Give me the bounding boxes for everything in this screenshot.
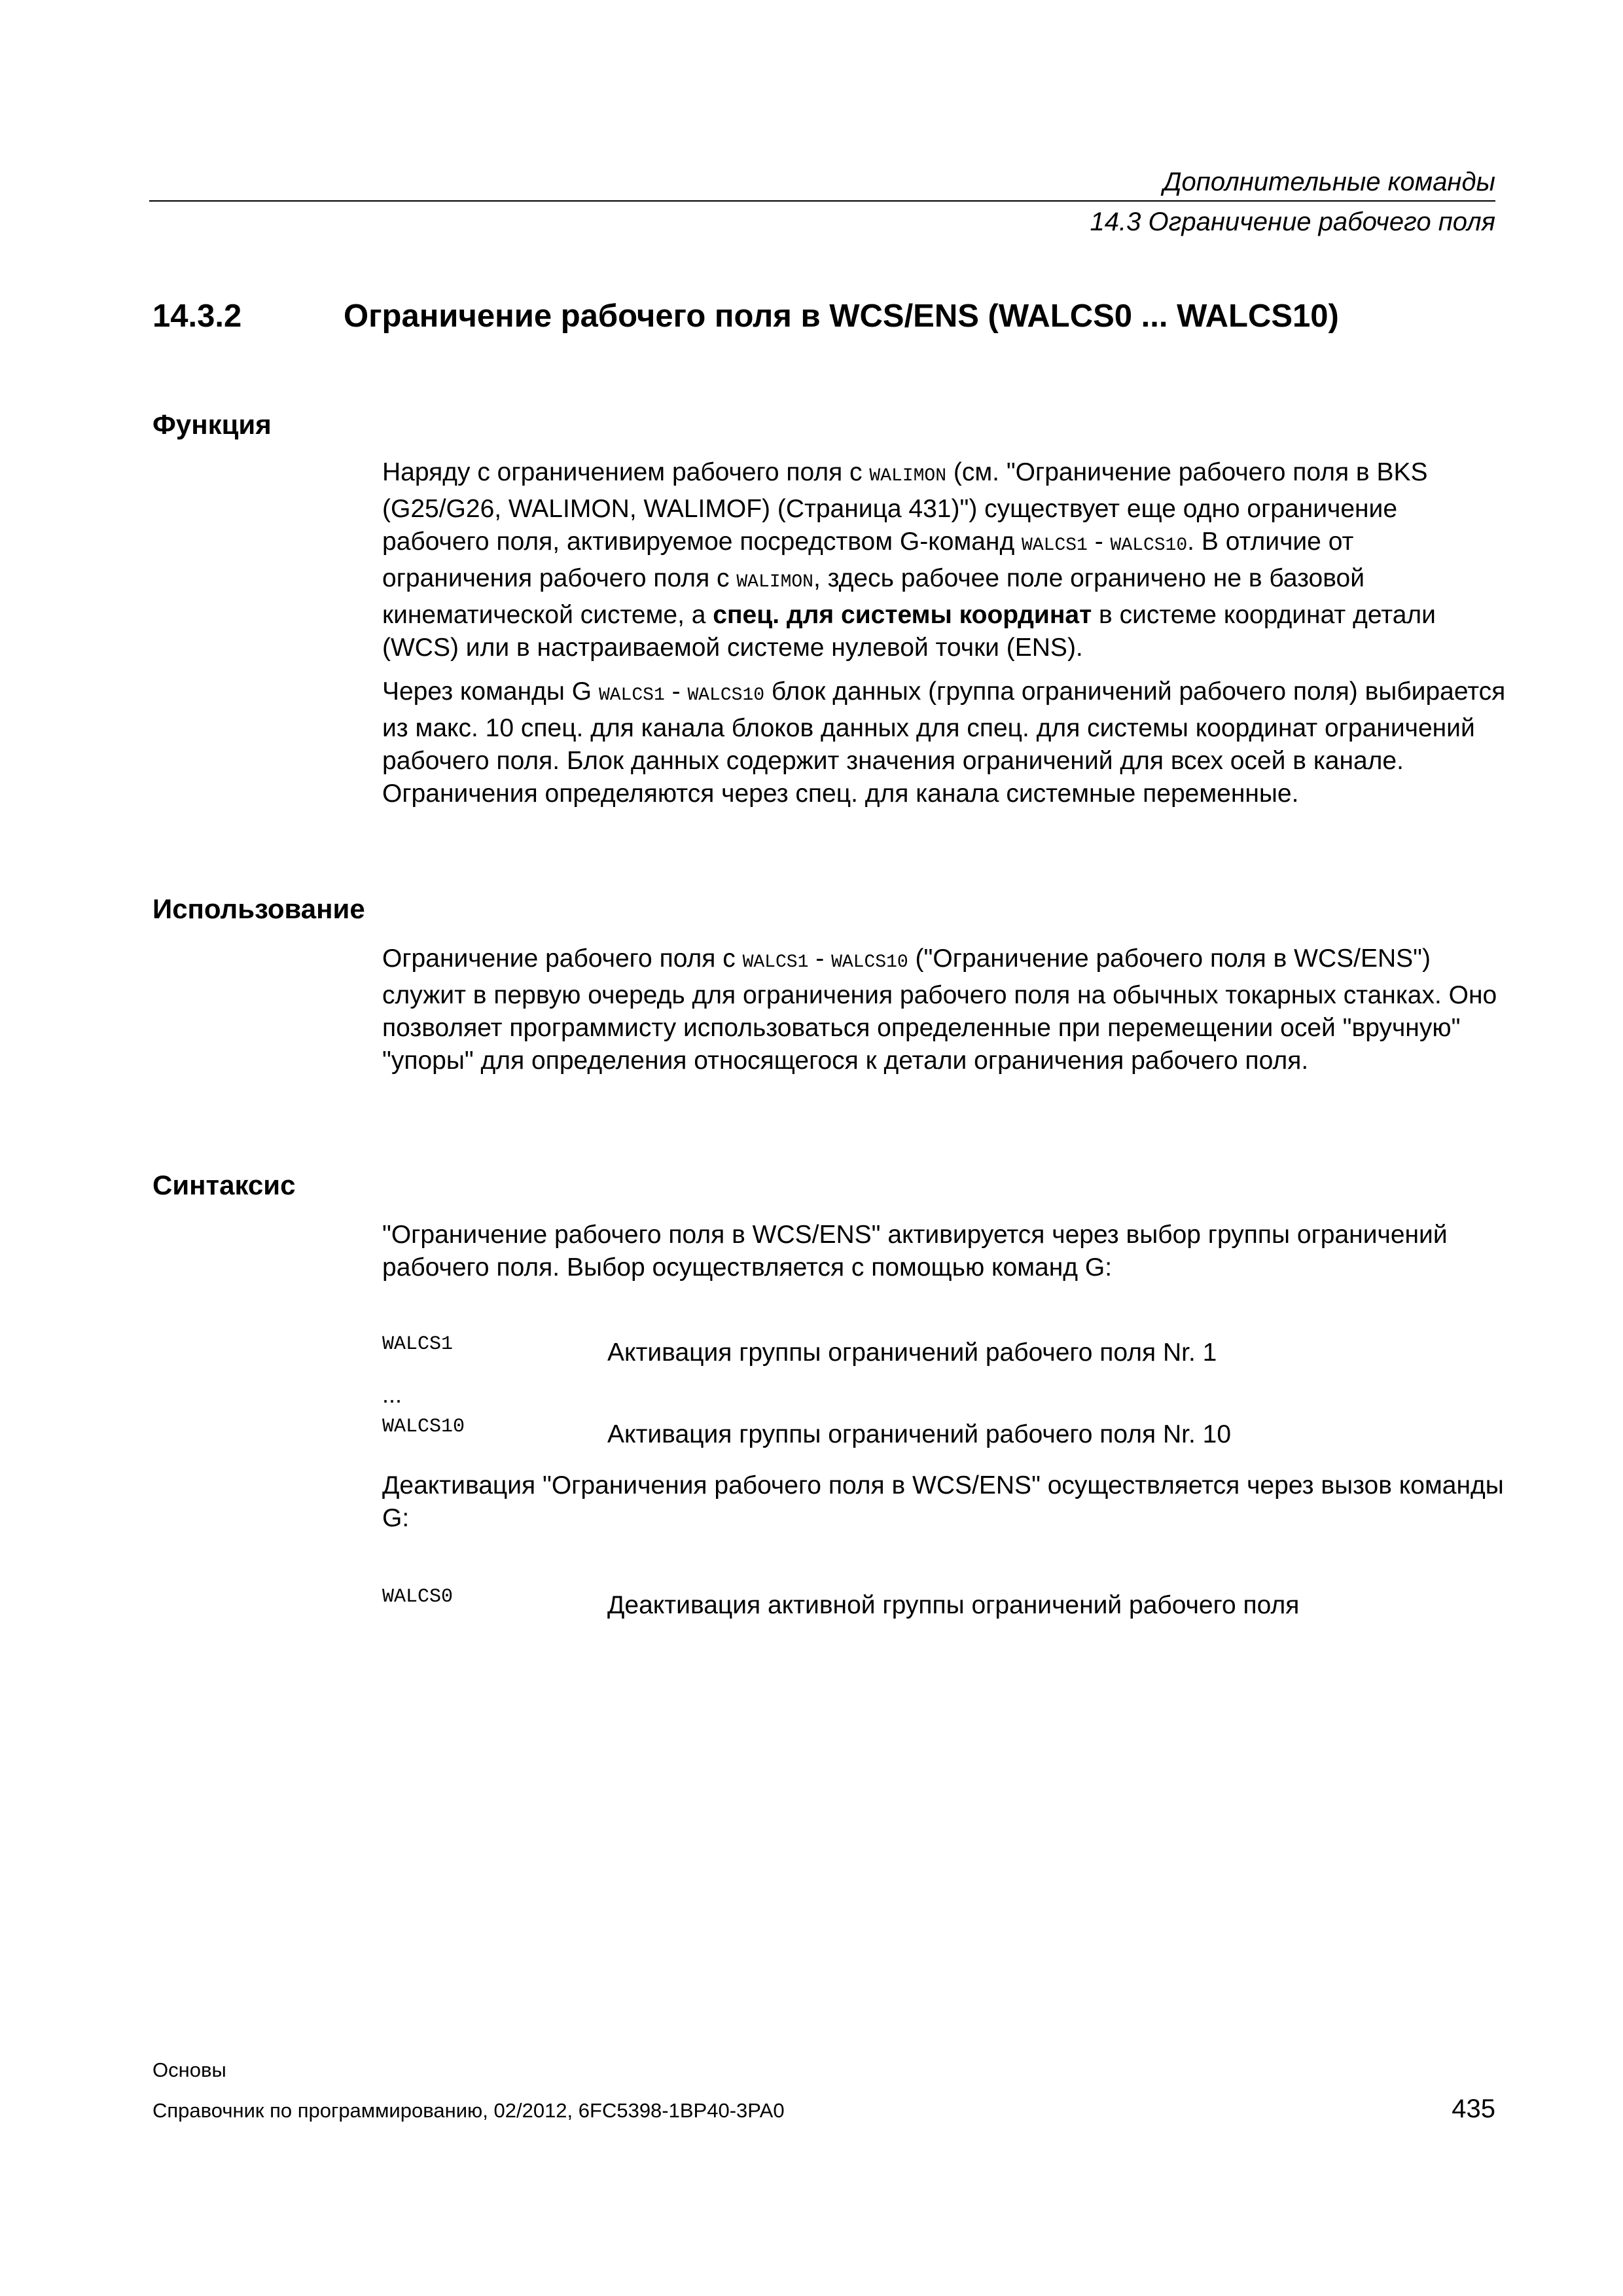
function-paragraph-1: Наряду с ограничением рабочего поля с WALIMON (см. "Ограничение рабочего поля в BKS (G25/G26, WALIMON, WALIMOF) (Страница 431)") существует еще одно ограничение рабочего поля, активируемое посредством G-команд WALCS1 - WALCS10. В отличие от ограничения рабочего поля с WALIMON, здесь рабочее поле ограничено не в базовой кинематической системе, а спец. для системы координат в системе координат детали (WCS) или в настраиваемой системе нулевой точки (ENS). (382, 458, 1436, 662)
section-title: Ограничение рабочего поля в WCS/ENS (WALCS0 ... WALCS10) (344, 298, 1339, 334)
syntax-heading: Синтаксис (152, 1170, 296, 1200)
footer-publication-info: Справочник по программированию, 02/2012, 6FC5398-1BP40-3PA0 (152, 2099, 785, 2122)
syntax-ellipsis: ... (382, 1381, 402, 1408)
code-walimon: WALIMON (869, 466, 947, 486)
section-number: 14.3.2 (152, 298, 242, 334)
syntax-description: Активация группы ограничений рабочего поля Nr. 10 (607, 1420, 1232, 1448)
code-walcs10: WALCS10 (1110, 535, 1188, 556)
code-walcs10: WALCS10 (687, 685, 765, 706)
syntax-code: WALCS1 (382, 1333, 454, 1355)
usage-heading: Использование (152, 893, 365, 924)
running-header-chapter: Дополнительные команды (1163, 168, 1495, 196)
syntax-code: WALCS0 (382, 1586, 454, 1608)
function-heading: Функция (152, 409, 272, 440)
footer-book-title: Основы (152, 2058, 226, 2081)
header-rule (149, 200, 1495, 202)
code-walcs10: WALCS10 (831, 952, 908, 973)
syntax-code: WALCS10 (382, 1416, 465, 1438)
code-walcs1: WALCS1 (1022, 535, 1088, 556)
usage-paragraph: Ограничение рабочего поля с WALCS1 - WALCS10 ("Ограничение рабочего поля в WCS/ENS") служит в первую очередь для ограничения рабочего поля на обычных токарных станках. Оно позволяет программисту использоваться определенные при перемещении осей "вручную" "упоры" для определения относящегося к детали ограничения рабочего поля. (382, 944, 1497, 1075)
function-paragraph-2: Через команды G WALCS1 - WALCS10 блок данных (группа ограничений рабочего поля) выбирается из макс. 10 спец. для канала блоков данных для спец. для системы координат ограничений рабочего поля. Блок данных содержит значения ограничений для всех осей в канале. Ограничения определяются через спец. для канала системные переменные. (382, 677, 1506, 808)
syntax-description: Деактивация активной группы ограничений рабочего поля (607, 1591, 1300, 1619)
code-walcs1: WALCS1 (742, 952, 809, 973)
syntax-deactivation-text: Деактивация "Ограничения рабочего поля в WCS/ENS" осуществляется через вызов команды G: (382, 1471, 1504, 1532)
page-number: 435 (1452, 2094, 1495, 2123)
syntax-intro: "Ограничение рабочего поля в WCS/ENS" активируется через выбор группы ограничений рабочего поля. Выбор осуществляется с помощью команд G: (382, 1221, 1448, 1282)
code-walcs1: WALCS1 (598, 685, 665, 706)
function-text (382, 456, 1508, 810)
code-walimon: WALIMON (736, 572, 813, 592)
syntax-description: Активация группы ограничений рабочего поля Nr. 1 (607, 1338, 1217, 1367)
bold-phrase: спец. для системы координат (713, 601, 1092, 629)
usage-text (382, 942, 1508, 1077)
running-header-section: 14.3 Ограничение рабочего поля (1090, 207, 1495, 236)
